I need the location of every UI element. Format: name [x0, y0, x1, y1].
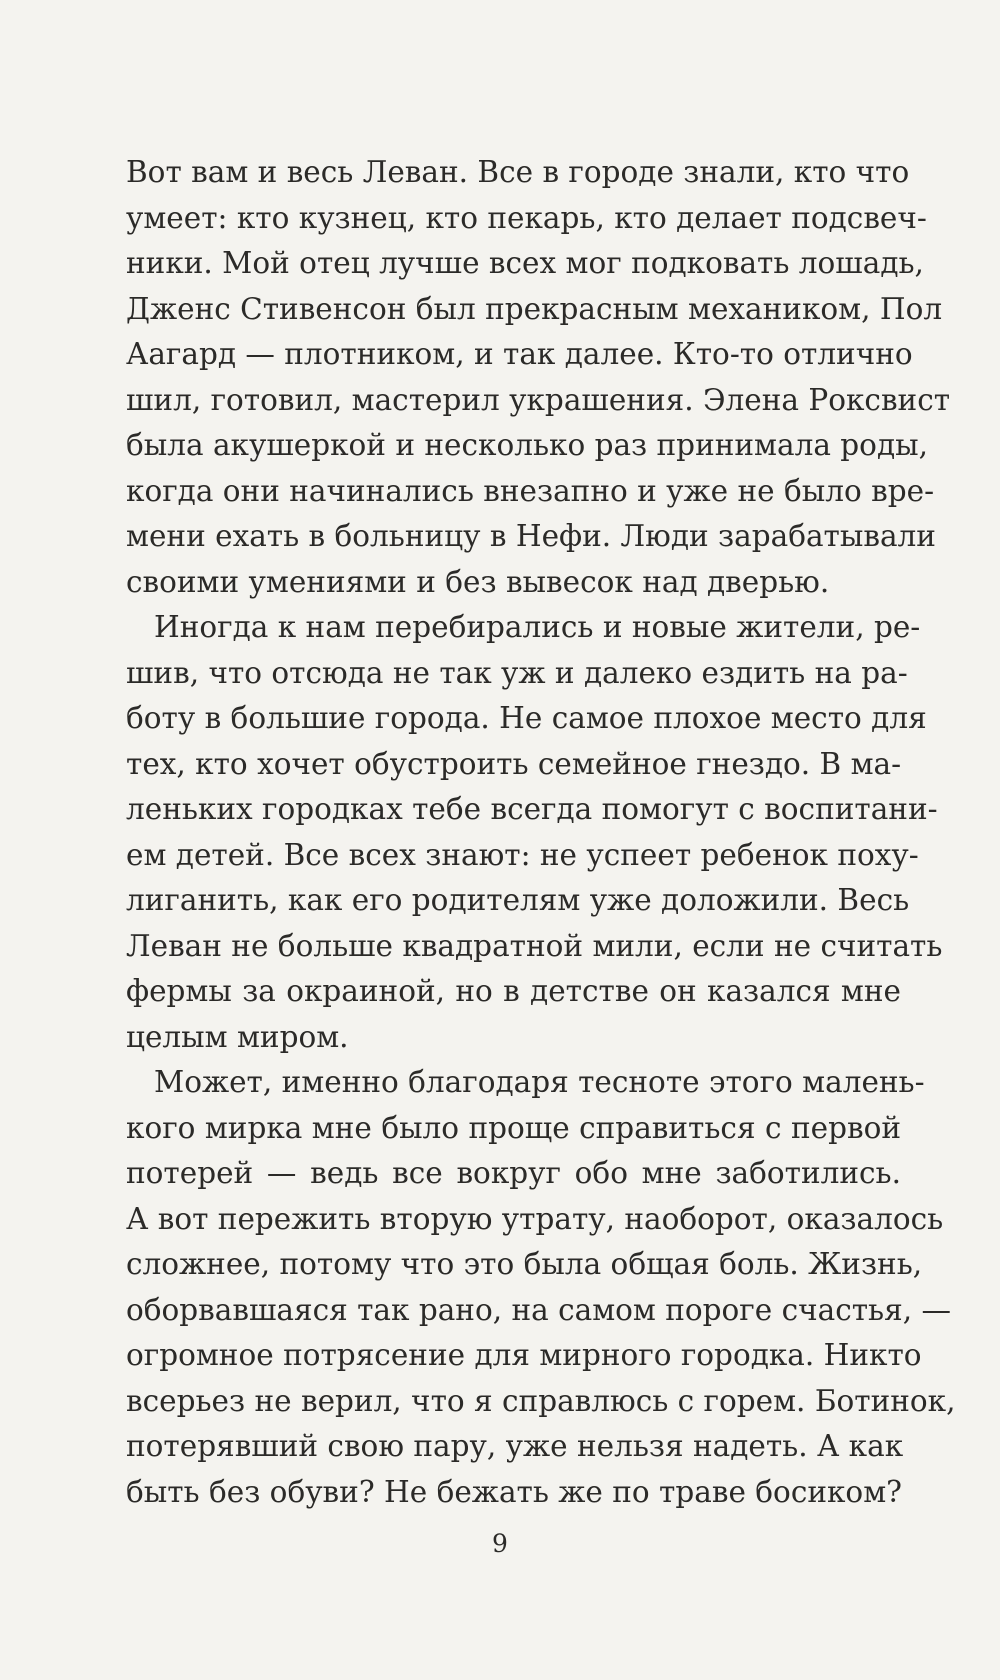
text-line: Вот вам и весь Леван. Все в городе знали, кто что — [126, 155, 910, 189]
page-number: 9 — [492, 1529, 508, 1558]
paragraph-3 — [126, 1060, 956, 1515]
text-line: шил, готовил, мастерил украшения. Элена Роксвист — [126, 382, 951, 417]
text-line: быть без обуви? Не бежать же по траве босиком? — [126, 1474, 902, 1509]
text-line: шив, что отсюда не так уж и далеко ездить на ра- — [126, 655, 908, 690]
text-line: когда они начинались внезапно и уже не было вре- — [126, 473, 935, 508]
text-line: ем детей. Все всех знают: не успеет ребенок поху- — [126, 837, 919, 872]
text-line: потерей — ведь все вокруг обо мне заботились. — [126, 1156, 901, 1190]
text-line: мени ехать в больницу в Нефи. Люди зарабатывали — [126, 519, 936, 553]
text-line: Леван не больше квадратной мили, если не считать — [126, 928, 943, 963]
text-line: потерявший свою пару, уже нельзя надеть. А как — [126, 1429, 904, 1463]
text-line: Может, именно благодаря тесноте этого малень- — [154, 1065, 925, 1099]
text-line: оборвавшаяся так рано, на самом пороге счастья, — — [126, 1292, 951, 1327]
text-line: ники. Мой отец лучше всех мог подковать лошадь, — [126, 246, 924, 280]
text-line: леньких городках тебе всегда помогут с воспитани- — [126, 792, 938, 826]
text-line: Дженс Стивенсон был прекрасным механиком, Пол — [126, 291, 943, 326]
text-line: кого мирка мне было проще справиться с первой — [126, 1110, 901, 1145]
text-line: была акушеркой и несколько раз принимала роды, — [126, 428, 928, 462]
text-line: своими умениями и без вывесок над дверью. — [126, 564, 830, 599]
text-line: Иногда к нам перебирались и новые жители, ре- — [154, 610, 921, 644]
text-line: фермы за окраиной, но в детстве он казался мне — [126, 974, 901, 1008]
text-line: умеет: кто кузнец, кто пекарь, кто делает подсвеч- — [126, 200, 927, 235]
text-line: тех, кто хочет обустроить семейное гнездо. В ма- — [126, 746, 902, 781]
text-line: А вот пережить вторую утрату, наоборот, оказалось — [126, 1201, 944, 1236]
text-line: лиганить, как его родителям уже доложили. Весь — [126, 883, 910, 917]
text-line: целым миром. — [126, 1019, 349, 1054]
paragraph-1 — [126, 150, 951, 605]
text-line: боту в большие города. Не самое плохое место для — [126, 701, 927, 735]
body-text — [126, 150, 956, 1515]
text-line: всерьез не верил, что я справлюсь с горем. Ботинок, — [126, 1383, 956, 1418]
text-line: огромное потрясение для мирного городка. Никто — [126, 1338, 922, 1372]
paragraph-2 — [126, 605, 943, 1060]
text-line: сложнее, потому что это была общая боль. Жизнь, — [126, 1247, 923, 1281]
text-line: Аагард — плотником, и так далее. Кто-то отлично — [126, 337, 913, 371]
